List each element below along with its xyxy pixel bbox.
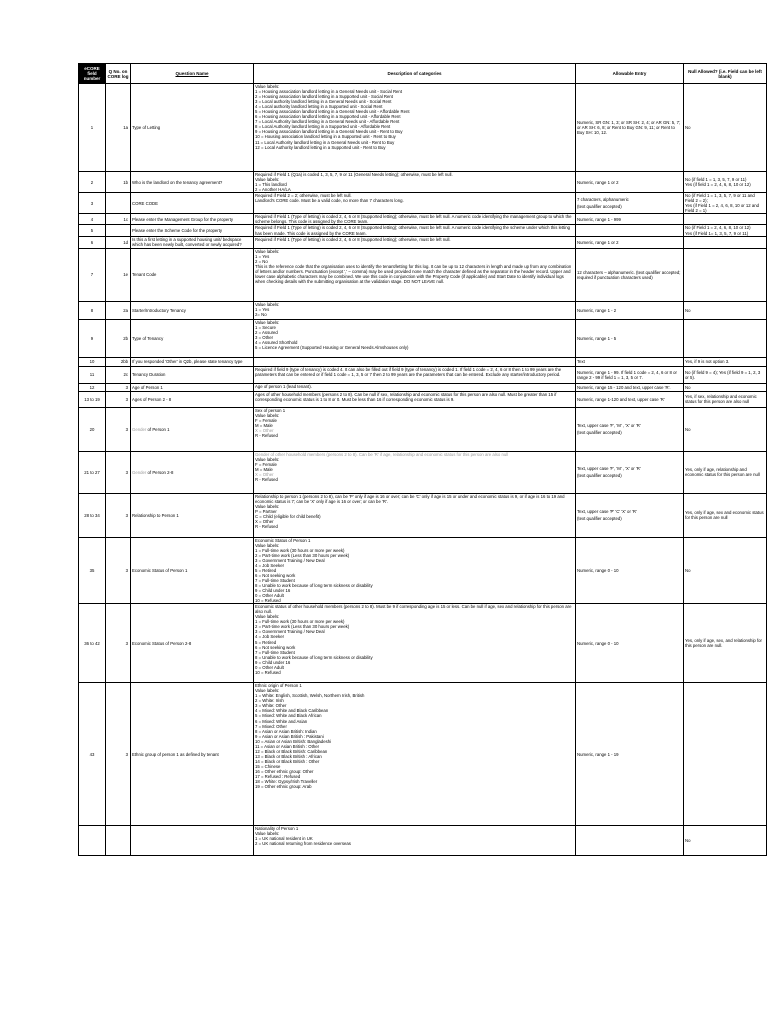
description-line: 1 = This landlord (255, 182, 287, 188)
description-line: 9 = Asian or Asian British : Pakistani (255, 733, 324, 739)
header-row (79, 64, 767, 84)
header-allowable-entry: Allowable Entry (576, 64, 684, 84)
core-question-number-cell: 3 (106, 493, 131, 537)
description-line: 13 = Black or Black British : African (255, 753, 322, 759)
description-cell (254, 214, 576, 225)
table-row (79, 248, 767, 301)
description-cell (254, 248, 576, 301)
question-name-cell: Please enter the Scheme Code for the property (131, 225, 254, 236)
field-number-cell: 2 (79, 172, 106, 193)
description-line: 4 = Mixed: White and Black Caribbean (255, 708, 329, 714)
field-number-cell: 35 (79, 537, 106, 604)
question-name-cell: Starter/Introductory Tenancy (131, 301, 254, 319)
table-row (79, 683, 767, 826)
allowable-entry-cell (576, 319, 684, 357)
allowable-entry-cell (576, 248, 684, 301)
description-line: 7 = Full-time Student (255, 649, 295, 655)
null-allowed-cell (684, 236, 767, 248)
allowable-entry-cell (576, 357, 684, 366)
table-row (79, 301, 767, 319)
null-allowed-cell (684, 319, 767, 357)
question-name-highlight: Gender (132, 426, 147, 432)
null-allowed-cell (684, 826, 767, 856)
null-allowed-cell (684, 357, 767, 366)
allowable-entry-cell (576, 172, 684, 193)
description-line: 8 = Unable to work because of long term sickness or disability (255, 582, 373, 588)
allowable-entry-cell (576, 214, 684, 225)
description-line: 1 = Housing association landlord letting in a General Needs unit - Social Rent (255, 89, 403, 95)
description-line: Nationality of Person 1 (255, 826, 299, 832)
null-allowed-line: No (685, 426, 691, 432)
core-question-number-cell: 3 (106, 383, 131, 391)
description-cell (254, 319, 576, 357)
null-allowed-cell (684, 604, 767, 683)
description-line: 2 = Part-time work (Less than 30 hours per week) (255, 624, 350, 630)
description-cell (254, 301, 576, 319)
core-question-number-cell (106, 826, 131, 856)
description-line: Required if Field 1 (Type of letting) is coded 2, 4, 6 or 8 (Supported letting); otherwise, must be left null. A numeric code identifying the management group to which the scheme belongs. This code is assigned by the CORE team. (255, 214, 572, 225)
description-line: Required if Field 1 (Q1a) is coded 1, 3, 5, 7, 9 or 11 (General Needs letting); otherwise, must be left null. (255, 172, 453, 177)
allowable-entry-cell (576, 193, 684, 214)
field-number-cell: 6 (79, 236, 106, 248)
question-name-cell: Ages of Person 2 - 8 (131, 391, 254, 407)
null-allowed-cell (684, 225, 767, 236)
allowable-entry-line: (text qualifier accepted) (577, 430, 622, 436)
table-row (79, 225, 767, 236)
description-line: 6 = Not seeking work (255, 644, 296, 650)
description-line: 6 = Mixed: White and Asian (255, 718, 308, 724)
field-number-cell: 7 (79, 248, 106, 301)
description-line: 5 = Housing association landlord letting in a General Needs unit - Affordable Rent (255, 109, 410, 115)
allowable-entry-line: (text qualifier accepted) (577, 204, 622, 210)
description-line: 8 = Asian or Asian British: Indian (255, 728, 317, 734)
core-question-number-cell: 3 (106, 683, 131, 826)
table-row (79, 604, 767, 683)
null-allowed-cell (684, 366, 767, 383)
core-question-number-cell: 2b (106, 319, 131, 357)
core-question-number-cell: 3 (106, 604, 131, 683)
description-line: 14 = Black or Black British : Other (255, 758, 320, 764)
question-name-cell: Type of Letting (131, 84, 254, 172)
core-question-number-cell: 1e (106, 248, 131, 301)
description-line: 9 = Housing association landlord letting in a General Needs unit - Rent to Buy (255, 129, 403, 135)
null-allowed-line: No (if field 9 = 4); Yes (if field 9 = 1, 2, 3 or 5). (685, 369, 761, 380)
question-name-cell: If you responded 'Other' in Q2b, please state tenancy type (131, 357, 254, 366)
core-question-number-cell: 2a (106, 301, 131, 319)
question-name-cell: Economic Status of Person 1 (131, 537, 254, 604)
table-row (79, 236, 767, 248)
allowable-entry-cell (576, 826, 684, 856)
description-cell (254, 451, 576, 493)
field-number-cell: 4 (79, 214, 106, 225)
description-cell (254, 84, 576, 172)
table-row (79, 357, 767, 366)
description-line: Ages of other household members (persons 2 to 8). Can be null if sex, relationship and economic status for this person are also null. Must be greater than 15 if corresponding economic status is 1 to 8 or 0. Must be less than 16 if corresponding economic status is 9. (255, 391, 557, 402)
description-cell (254, 357, 576, 366)
description-line: 3 = Government Training / New Deal (255, 629, 325, 635)
field-number-cell: 3 (79, 193, 106, 214)
null-allowed-line: No (685, 124, 691, 130)
null-allowed-line: Yes, only if age, sex, and relationship for this person are null. (685, 638, 762, 649)
allowable-entry-line: 12 characters – alphanumeric. (text qualifier accepted; required if punctuation characters used) (577, 269, 681, 280)
question-name-cell: Ethnic group of person 1 as defined by tenant (131, 683, 254, 826)
description-line: 10 = Refused (255, 669, 281, 675)
question-name-cell: Type of Tenancy (131, 319, 254, 357)
question-name-cell: Tenancy Duration (131, 366, 254, 383)
description-line: Value labels: (255, 412, 280, 418)
description-line: Sex of person 1 (255, 407, 286, 413)
question-name-cell: Age of Person 1 (131, 383, 254, 391)
description-line: 10 = Housing association landlord letting in a Supported unit - Rent to Buy (255, 134, 396, 140)
allowable-entry-line: Numeric, range 1 or 2 (577, 239, 619, 245)
field-number-cell: 5 (79, 225, 106, 236)
header-description: Description of categories (254, 64, 576, 84)
description-line: Economic Status of Person 1 (255, 537, 311, 543)
description-line: Economic status of other household members (persons 2 to 8). Must be 9 if corresponding age is 15 or less. Can be null if age, sex and relationship for this person are also null. (255, 604, 572, 615)
allowable-entry-line: Numeric, range 1 - 2 (577, 307, 617, 313)
table-row (79, 391, 767, 407)
question-name-cell: Is this a first letting in a supported housing unit/ bedspace which has been newly built, converted or newly acquired? (131, 236, 254, 248)
null-allowed-line: Yes (if Field 1 = 2, 4, 6, 8, 10 or 12 and Field 2 = 1) (685, 203, 760, 214)
description-line: Required if Field 1 (Type of letting) is coded 2, 4, 6 or 8 (Supported letting); otherwise, must be left null. (255, 236, 451, 242)
allowable-entry-line: Numeric, range 1 - 999 (577, 216, 621, 222)
description-line: M = Male (255, 422, 273, 428)
description-line: 3 = White: Other (255, 703, 287, 709)
description-line: 8 = Unable to work because of long term sickness or disability (255, 654, 373, 660)
question-name-cell: Gender of Person 1 (131, 407, 254, 451)
description-cell (254, 407, 576, 451)
description-line: X = Other (255, 471, 274, 477)
description-line: 5 = Retired (255, 639, 277, 645)
description-cell (254, 172, 576, 193)
description-line: This is the reference code that the organisation uses to identify the tenant/letting for this log. It can be up to 12 characters in length and made up from any combination of letters and/or numbers. Punctuation (except ',' – comma) may be used provided none match the character defined as the separator in the header record. Upper and lower case alphabetic characters may be combined. We use this code in conjunction with the Property Code (if applicable) and Start Date to identify individual logs when checking details with the submitting organisation at the validation stage. DO NOT LEAVE null. (255, 263, 572, 284)
description-line: Age of person 1 (lead tenant). (255, 383, 312, 389)
description-line: 4 = Job Seeker (255, 562, 285, 568)
description-line: 11 = Asian or Asian British : Other (255, 743, 320, 749)
description-line: 1 = Full-time work (30 hours or more per week) (255, 619, 345, 625)
allowable-entry-cell (576, 604, 684, 683)
description-line: 2 = Another HA/LA (255, 187, 291, 193)
description-line: Value labels: (255, 688, 280, 694)
field-number-cell: 21 to 27 (79, 451, 106, 493)
description-line: Value labels: (255, 831, 280, 837)
description-line: 4 = Job Seeker (255, 634, 285, 640)
description-line: 2 = Part-time work (Less than 30 hours per week) (255, 552, 350, 558)
table-row (79, 172, 767, 193)
description-line: 1 = UK national resident in UK (255, 836, 313, 842)
field-number-cell: 1 (79, 84, 106, 172)
table-row (79, 537, 767, 604)
allowable-entry-cell (576, 537, 684, 604)
allowable-entry-line: Numeric, range 0 - 10 (577, 640, 619, 646)
allowable-entry-line: Numeric, range 1 - 19 (577, 751, 619, 757)
description-line: 19 = Other ethnic group: Arab (255, 784, 312, 790)
field-number-cell: 36 to 42 (79, 604, 106, 683)
allowable-entry-line: Text, upper case 'F', 'M' , 'X' or 'R' (577, 466, 641, 472)
description-line: 1 = Yes (255, 306, 270, 312)
question-name-cell: Gender of Person 2-8 (131, 451, 254, 493)
core-question-number-cell: 2c (106, 366, 131, 383)
description-cell (254, 193, 576, 214)
table-row (79, 193, 767, 214)
description-line: 7 = Local Authority landlord letting in a General Needs unit - Affordable Rent (255, 119, 400, 125)
allowable-entry-line: Numeric, range 0 - 10 (577, 567, 619, 573)
description-line: 1 = White: English, Scottish, Welsh, Northern Irish, British (255, 693, 365, 699)
description-cell (254, 683, 576, 826)
allowable-entry-line: Numeric, range 1 - 5 (577, 335, 617, 341)
null-allowed-cell (684, 383, 767, 391)
allowable-entry-cell (576, 407, 684, 451)
description-line: 3 = Local authority landlord letting in a General Needs unit - Social Rent (255, 99, 392, 105)
question-name-highlight: Gender (132, 469, 147, 475)
description-cell (254, 537, 576, 604)
description-line: 7 = Mixed: Other (255, 723, 287, 729)
table-row (79, 826, 767, 856)
table-row (79, 383, 767, 391)
description-cell (254, 236, 576, 248)
description-line: F = Female (255, 417, 277, 423)
null-allowed-cell (684, 214, 767, 225)
allowable-entry-line: (text qualifier accepted) (577, 473, 622, 479)
field-number-cell: 9 (79, 319, 106, 357)
description-line: Value labels: (255, 84, 280, 89)
allowable-entry-cell (576, 84, 684, 172)
null-allowed-cell (684, 391, 767, 407)
core-question-number-cell: 1d (106, 236, 131, 248)
null-allowed-cell (684, 301, 767, 319)
header-question-name: Question Name (131, 64, 254, 84)
field-number-cell (79, 826, 106, 856)
field-number-cell: 20 (79, 407, 106, 451)
table-row (79, 84, 767, 172)
description-line: 9 = Child under 16 (255, 659, 291, 665)
description-line: 12 = Black or Black British: Caribbean (255, 748, 328, 754)
allowable-entry-cell (576, 383, 684, 391)
allowable-entry-line: Numeric, range 1 or 2 (577, 179, 619, 185)
description-line: 8 = Local Authority landlord letting in a Supported unit - Affordable Rent (255, 124, 391, 130)
table-row (79, 451, 767, 493)
allowable-entry-line: Numeric, range 15 - 120 and text, upper case 'R'. (577, 384, 671, 390)
core-question-number-cell: 2bb (106, 357, 131, 366)
table-row (79, 493, 767, 537)
description-line: 17 = Refused : Refused (255, 774, 301, 780)
allowable-entry-cell (576, 451, 684, 493)
core-question-number-cell: 1c (106, 214, 131, 225)
header-field-number: eCORE field number (79, 64, 106, 84)
null-allowed-cell (684, 193, 767, 214)
allowable-entry-line: (text qualifier accepted) (577, 516, 622, 522)
null-allowed-cell (684, 493, 767, 537)
description-line: 10 = Asian or Asian British: Bangladeshi (255, 738, 332, 744)
description-line: 9 = Child under 16 (255, 588, 291, 594)
core-question-number-cell: 3 (106, 537, 131, 604)
question-name-cell: Relationship to Person 1 (131, 493, 254, 537)
null-allowed-line: Yes, only if age, relationship and economic status for this person are null (685, 467, 760, 478)
description-cell (254, 225, 576, 236)
description-line: Required if Field 1 (Type of letting) is coded 2, 4, 6 or 8 (Supported letting); otherwise, must be left null. A numeric code identifying the scheme under which this letting has been made. This code is assigned by the CORE team. (255, 225, 571, 236)
table-row (79, 407, 767, 451)
description-line: 1 = Secure (255, 324, 276, 330)
description-line: Value labels: (255, 301, 280, 307)
description-cell (254, 604, 576, 683)
allowable-entry-cell (576, 366, 684, 383)
description-line: F = Female (255, 461, 277, 467)
allowable-entry-line: Text, upper case 'F', 'M' , 'X' or 'R' (577, 423, 641, 429)
description-line: 5 = Mixed: White and Black African (255, 713, 322, 719)
description-line: 5 = Licence Agreement (Supported Housing or General Needs Almshouses only) (255, 344, 409, 350)
specification-table (78, 63, 767, 856)
description-line: R - Refused (255, 432, 278, 438)
table-body (79, 84, 767, 856)
table-row (79, 214, 767, 225)
description-line: 12 = Local Authority landlord letting in a Supported unit - Rent to Buy (255, 144, 386, 150)
description-line: 16 = Other ethnic group: Other (255, 768, 314, 774)
allowable-entry-cell (576, 236, 684, 248)
allowable-entry-cell (576, 391, 684, 407)
description-line: Value labels: (255, 319, 280, 325)
field-number-cell: 43 (79, 683, 106, 826)
description-line: Gender of other household members (persons 2 to 8). Can be 'R' if age, relationship and economic status for this person are also null (255, 451, 509, 457)
description-line: 3 = Other (255, 334, 274, 340)
core-question-number-cell: 3 (106, 391, 131, 407)
description-line: 15 = Chinese (255, 763, 281, 769)
description-line: Landlord's CORE code. Must be a valid code, no more than 7 characters long. (255, 198, 404, 204)
description-line: 2 = No (255, 258, 268, 264)
description-cell (254, 383, 576, 391)
description-line: Value labels: (255, 248, 280, 254)
null-allowed-line: No (if Field 1 = 2, 4, 6, 8, 10 or 12) (685, 225, 751, 231)
description-line: 11 = Local Authority landlord letting in a General Needs unit - Rent to Buy (255, 139, 395, 145)
question-name-cell: Tenant Code (131, 248, 254, 301)
null-allowed-line: Yes, only if age, sex and economic status for this person are null (685, 510, 764, 521)
description-cell (254, 493, 576, 537)
description-line: R - Refused (255, 476, 278, 482)
description-line: Required if Field 2 = 2; otherwise, must be left null. (255, 193, 352, 199)
null-allowed-cell (684, 84, 767, 172)
description-line: 6 = Not seeking work (255, 572, 296, 578)
description-line: 10 = Refused (255, 598, 281, 604)
description-line: M = Male (255, 466, 273, 472)
null-allowed-line: No (if field 1 = 1, 3, 5, 7, 9 or 11) (685, 177, 747, 183)
null-allowed-cell (684, 451, 767, 493)
description-line: 5 = Retired (255, 567, 277, 573)
description-line: 2= No (255, 311, 267, 317)
description-line: P = Partner (255, 508, 277, 514)
description-line: X = Other (255, 518, 274, 524)
null-allowed-line: No (685, 838, 691, 844)
description-line: 0 = Other Adult (255, 593, 284, 599)
field-number-cell: 13 to 19 (79, 391, 106, 407)
description-line: 4 = Assured Shorthold (255, 339, 298, 345)
allowable-entry-cell (576, 683, 684, 826)
description-cell (254, 391, 576, 407)
description-line: 2 = Assured (255, 329, 278, 335)
description-line: Value labels: (255, 614, 280, 620)
question-name-cell: Please enter the Management Group for the property (131, 214, 254, 225)
allowable-entry-line: Numeric, range 1 - 99. If field 1 code = 2, 4, 6 or 8 or range 2 - 99 if field 1 = 1, 3, 5 or 7. (577, 369, 677, 380)
allowable-entry-line: Numeric, SR GN: 1, 3; or SR SH: 2, 4; or AR GN: 5, 7; or AR SH: 6, 8; or Rent to Buy GN: 9, 11; or Rent to Buy SH: 10, 12. (577, 119, 681, 136)
description-line: 4 = Local authority landlord letting in a Supported unit - Social Rent (255, 104, 383, 110)
field-number-cell: 8 (79, 301, 106, 319)
null-allowed-cell (684, 683, 767, 826)
description-line: 7 = Full-time Student (255, 577, 295, 583)
description-line: 18 = White: Gypsy/Irish Traveller (255, 779, 318, 785)
allowable-entry-cell (576, 493, 684, 537)
description-line: Value labels: (255, 542, 280, 548)
core-question-number-cell: 1b (106, 172, 131, 193)
null-allowed-cell (684, 248, 767, 301)
null-allowed-line: No (if Field 1 = 1, 3, 5, 7, 9 or 11 and Field 2 = 2); (685, 193, 755, 204)
description-line: 2 = Housing association landlord letting in a Supported unit - Social Rent (255, 94, 393, 100)
description-line: Value labels: (255, 456, 280, 462)
null-allowed-line: No (685, 567, 691, 573)
description-line: R - Refused (255, 523, 278, 529)
null-allowed-line: No (685, 384, 691, 390)
allowable-entry-cell (576, 225, 684, 236)
allowable-entry-line: Numeric, range 1-120 and text, upper case 'R' (577, 396, 665, 402)
core-question-number-cell: 3 (106, 451, 131, 493)
field-number-cell: 12 (79, 383, 106, 391)
description-line: Ethnic origin of Person 1 (255, 683, 302, 689)
table-row (79, 319, 767, 357)
field-number-cell: 28 to 34 (79, 493, 106, 537)
description-line: 3 = Government Training / New Deal (255, 557, 325, 563)
core-question-number-cell (106, 193, 131, 214)
null-allowed-line: Yes, if sex, relationship and economic status for this person are also null (685, 394, 757, 405)
allowable-entry-line: 7 characters, alphanumeric (577, 197, 629, 203)
allowable-entry-line: Text (577, 359, 585, 365)
description-line: 1 = Yes (255, 253, 270, 259)
description-line: Relationship to person 1 (persons 2 to 8), can be 'P' only if age is 16 or over; can be 'C' only if age is 15 or under and economic status is 9, or if age is 16 to 19 and economic status is 7; can be 'X' only if age is 16 or over; or can be 'R'. (255, 493, 565, 504)
null-allowed-line: Yes (if Field 1= 1, 3, 5, 7, 9 or 11) (685, 230, 749, 236)
null-allowed-cell (684, 407, 767, 451)
description-line: 1 = Full-time work (30 hours or more per week) (255, 547, 345, 553)
description-cell (254, 826, 576, 856)
allowable-entry-line: Text, upper case 'P' 'C' 'X' or 'R' (577, 509, 637, 515)
question-name-cell (131, 826, 254, 856)
null-allowed-cell (684, 537, 767, 604)
field-number-cell: 10 (79, 357, 106, 366)
description-line: Required if field 9 (type of tenancy) is coded 4. It can also be filled out if field 9 (type of tenancy) is coded 1. If field 1 code = 2, 4, 6 or 8 then 1 to 99 years are the parameters that can be entered or if field 1 code = 1, 3, 5 or 7 then 2 to 99 years are the parameters that can be entered. Exclude any starter/introductory period. (255, 366, 562, 377)
description-line: 0 = Other Adult (255, 664, 284, 670)
header-core-question-number: Q No. on CORE log (106, 64, 131, 84)
null-allowed-line: Yes (if field 1 = 2, 4, 6, 8, 10 or 12) (685, 182, 751, 188)
null-allowed-line: No (685, 307, 691, 313)
core-question-number-cell: 1a (106, 84, 131, 172)
header-null-allowed: Null Allowed? (i.e. Field can be left blank) (684, 64, 767, 84)
description-line: X = Other (255, 427, 274, 433)
question-name-cell: CORE CODE (131, 193, 254, 214)
question-name-cell: Who is the landlord on the tenancy agreement? (131, 172, 254, 193)
description-cell (254, 366, 576, 383)
description-line: 6 = Housing association landlord letting in a Supported unit - Affordable Rent (255, 114, 401, 120)
description-line: Value labels: (255, 177, 280, 183)
table-row (79, 366, 767, 383)
question-name-cell: Economic Status of Person 2-8 (131, 604, 254, 683)
core-question-number-cell (106, 225, 131, 236)
null-allowed-line: Yes, if 9 is not option 3. (685, 359, 730, 365)
description-line: 2 = White: Irish (255, 698, 284, 704)
allowable-entry-cell (576, 301, 684, 319)
null-allowed-cell (684, 172, 767, 193)
field-number-cell: 11 (79, 366, 106, 383)
core-question-number-cell: 3 (106, 407, 131, 451)
description-line: Value labels: (255, 503, 280, 509)
description-line: 2 = UK national returning from residence overseas (255, 841, 351, 847)
description-line: C = Child (eligible for child benefit) (255, 513, 321, 519)
